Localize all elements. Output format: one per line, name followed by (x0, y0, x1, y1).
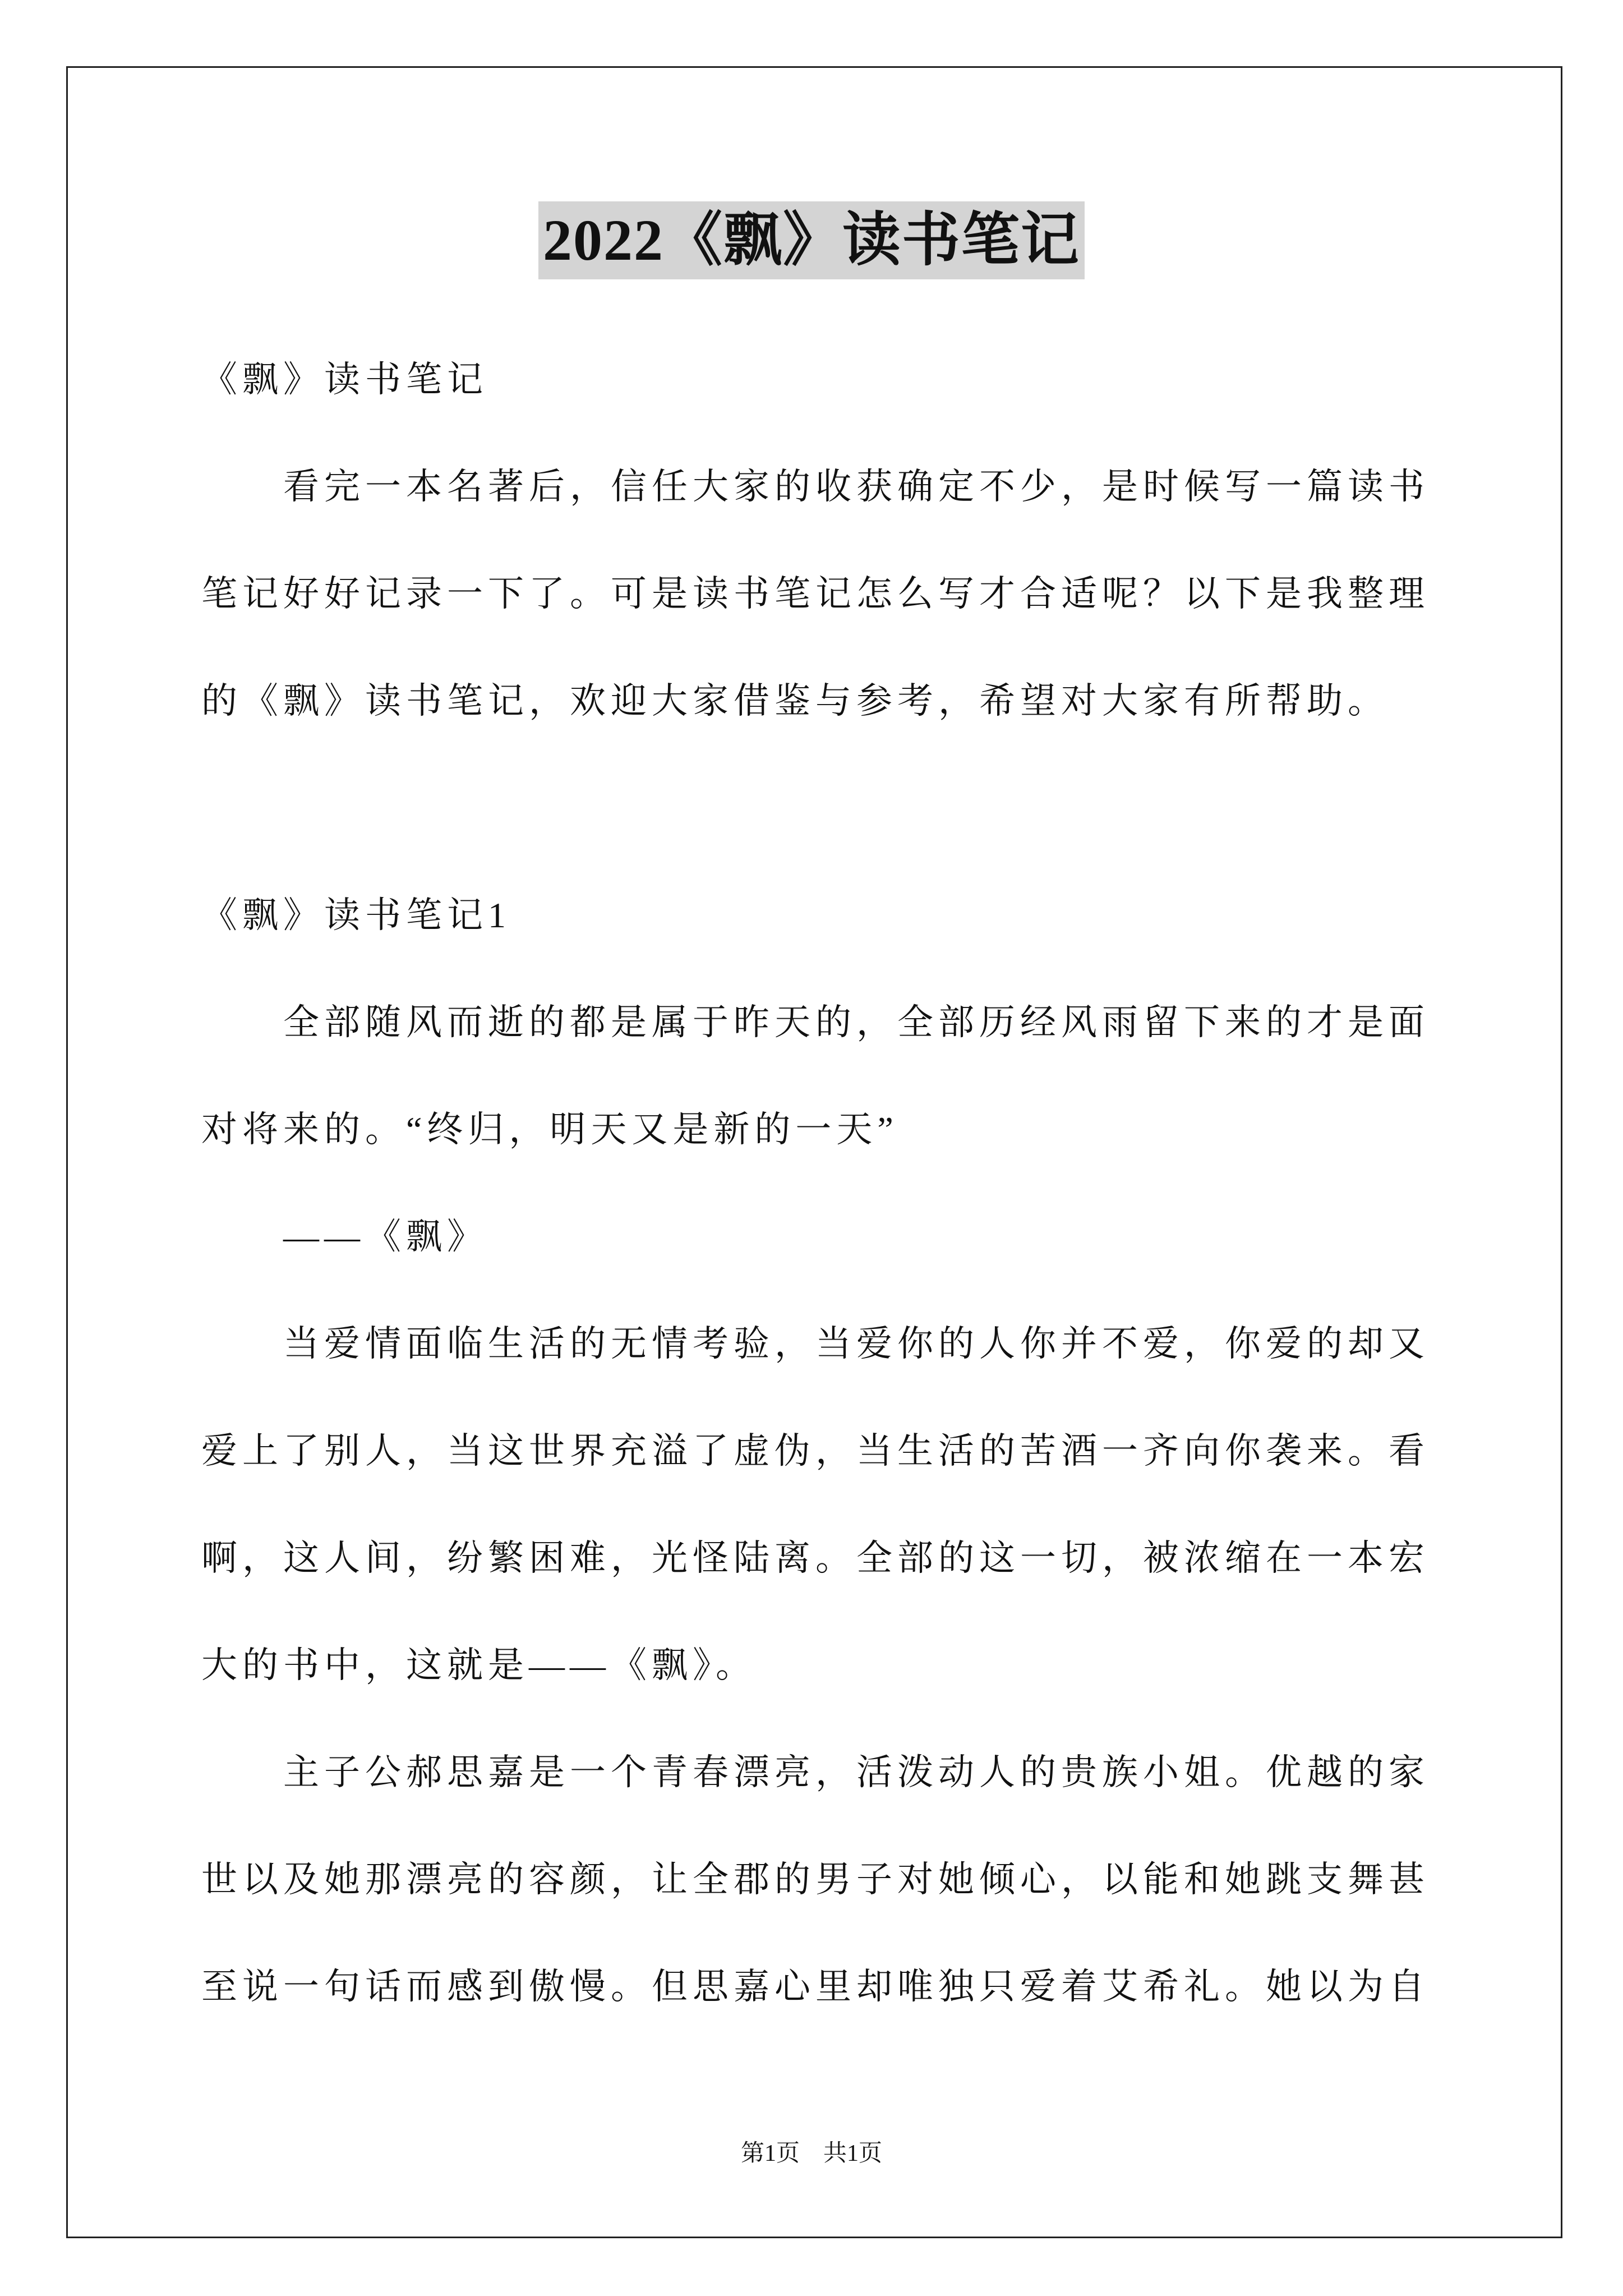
text-line: 全部随风而逝的都是属于昨天的，全部历经风雨留下来的才是面 (283, 1002, 1430, 1042)
title-area (0, 201, 1623, 279)
paragraph-quote-source (201, 1183, 1430, 1290)
blank-line (201, 754, 1430, 862)
page-number: 第1页 (740, 2141, 800, 2166)
paragraph-intro (201, 433, 1430, 754)
text-line: 看完一本名著后，信任大家的收获确定不少，是时候写一篇读书 (283, 467, 1430, 507)
document-title: 2022《飘》读书笔记 (538, 201, 1085, 279)
document-body (201, 326, 1430, 2040)
text-line: 世以及她那漂亮的容颜，让全郡的男子对她倾心，以能和她跳支舞甚 (201, 1860, 1430, 1899)
text-line: 主子公郝思嘉是一个青春漂亮，活泼动人的贵族小姐。优越的家 (283, 1752, 1430, 1792)
section-heading-note1: 《飘》读书笔记1 (201, 895, 511, 935)
paragraph-body (201, 1719, 1430, 2040)
text-line: 笔记好好记录一下了。可是读书笔记怎么写才合适呢？以下是我整理 (201, 574, 1430, 614)
text-line: 对将来的。“终归，明天又是新的一天” (201, 1110, 898, 1149)
text-line: 的《飘》读书笔记，欢迎大家借鉴与参考，希望对大家有所帮助。 (201, 681, 1389, 721)
section-heading-intro: 《飘》读书笔记 (201, 360, 488, 399)
paragraph-body (201, 1290, 1430, 1719)
paragraph-quote (201, 969, 1430, 1183)
page-total: 共1页 (823, 2141, 883, 2166)
text-line: 至说一句话而感到傲慢。但思嘉心里却唯独只爱着艾希礼。她以为自 (201, 1967, 1430, 2007)
text-line: 当爱情面临生活的无情考验，当爱你的人你并不爱，你爱的却又 (283, 1324, 1430, 1364)
page-footer (0, 2137, 1623, 2170)
text-line: 啊，这人间，纷繁困难，光怪陆离。全部的这一切，被浓缩在一本宏 (201, 1538, 1430, 1578)
text-line: ——《飘》 (283, 1217, 488, 1257)
text-line: 爱上了别人，当这世界充溢了虚伪，当生活的苦酒一齐向你袭来。看 (201, 1431, 1430, 1471)
text-line: 大的书中，这就是——《飘》。 (201, 1645, 757, 1685)
